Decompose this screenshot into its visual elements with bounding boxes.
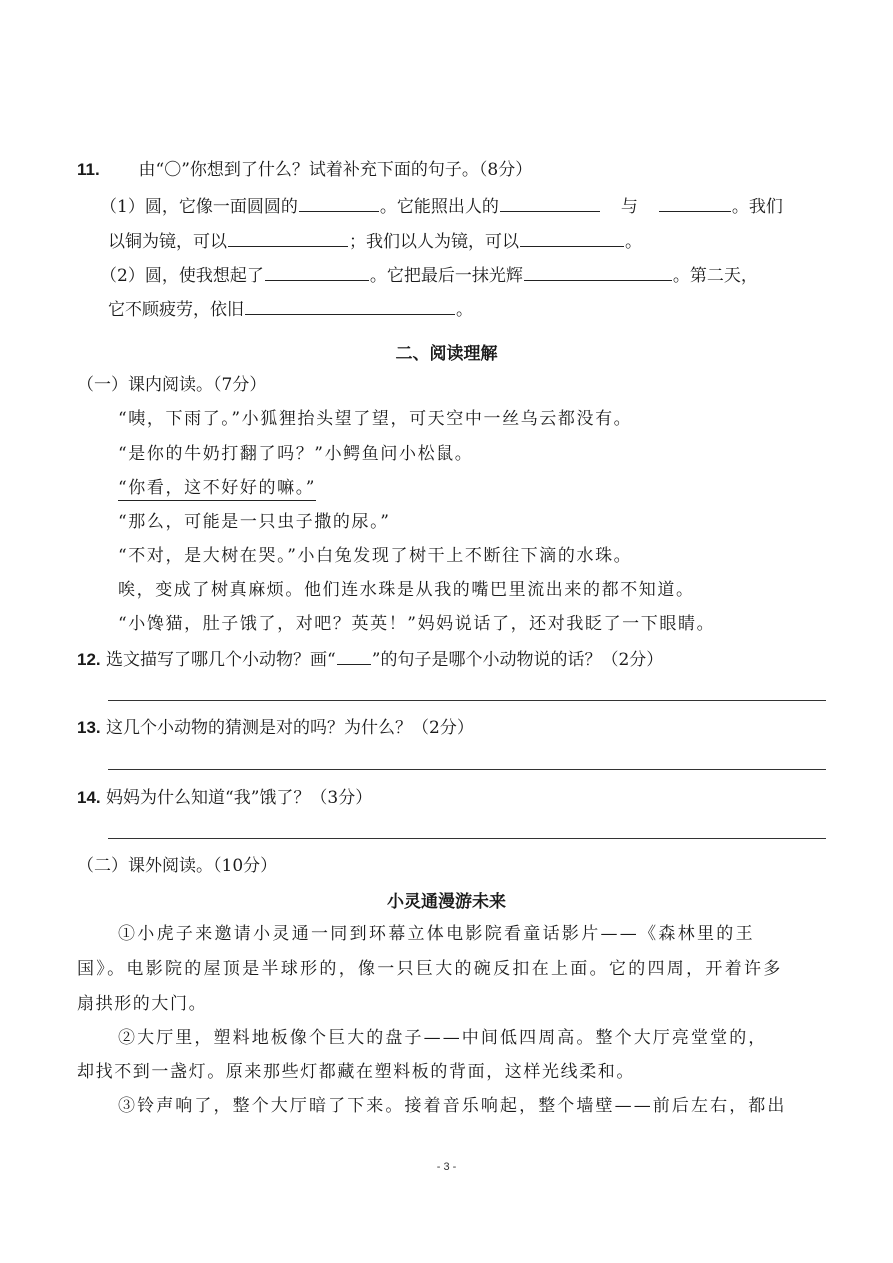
question-text: 妈妈为什么知道“我”饿了？（3分） [106,788,373,808]
question-11-part1-line1 [100,193,783,219]
sentence-fragment: ；我们以人为镜，可以 [349,232,519,252]
sentence-fragment: 。 [625,232,642,252]
question-13 [77,716,474,740]
question-number: 14. [77,788,101,807]
question-text: 这几个小动物的猜测是对的吗？为什么？（2分） [106,718,474,738]
story-title: 小灵通漫游未来 [387,892,506,912]
sentence-fragment: （1）圆，它像一面圆圆的 [100,197,298,217]
fill-blank[interactable] [299,193,379,212]
part1-title: （一）课内阅读。（7分） [77,375,267,395]
underlined-sentence: “你看，这不好好的嘛。” [118,478,316,501]
passage-line: “咦，下雨了。”小狐狸抬头望了望，可天空中一丝乌云都没有。 [118,409,633,429]
passage-line: 唉，变成了树真麻烦。他们连水珠是从我的嘴巴里流出来的都不知道。 [118,580,695,600]
sentence-fragment: 。我们 [731,197,783,217]
sentence-fragment: 以铜为镜，可以 [108,232,227,252]
question-number: 13. [77,718,101,737]
fill-blank[interactable] [245,296,455,315]
question-11-part1-line2 [108,228,642,254]
sentence-fragment: 它不顾疲劳，依旧 [108,300,244,320]
question-number: 12. [77,650,101,669]
question-text: 由“〇”你想到了什么？试着补充下面的句子。（8分） [138,160,533,180]
sentence-fragment: （2）圆，使我想起了 [100,266,264,286]
part2-title: （二）课外阅读。（10分） [77,856,278,876]
fill-blank[interactable] [500,193,600,212]
section-heading: 二、阅读理解 [395,344,498,364]
question-number: 11. [77,160,100,179]
question-11-part2-line1 [100,262,758,288]
fill-blank[interactable] [659,193,731,212]
answer-line[interactable] [108,700,826,701]
fill-blank[interactable] [520,228,624,247]
passage-line: “是你的牛奶打翻了吗？”小鳄鱼问小松鼠。 [118,444,474,464]
question-11-part2-line2 [108,296,473,322]
question-text: 选文描写了哪几个小动物？画“ [106,650,336,670]
fill-blank[interactable] [228,228,348,247]
sentence-fragment: 。第二天， [672,266,758,286]
passage-line: “不对，是大树在哭。”小白兔发现了树干上不断往下滴的水珠。 [118,546,633,566]
passage-line: “那么，可能是一只虫子撒的尿。” [118,512,391,532]
passage-line: “小馋猫，肚子饿了，对吧？英英！”妈妈说话了，还对我眨了一下眼睛。 [118,614,716,634]
fill-blank[interactable] [524,262,672,281]
answer-line[interactable] [108,769,826,770]
question-14 [77,786,372,810]
passage-line: 扇拱形的大门。 [77,994,208,1014]
sentence-fragment: 与 [620,197,638,217]
question-text: ”的句子是哪个小动物说的话？（2分） [371,650,664,670]
passage-line: ③铃声响了，整个大厅暗了下来。接着音乐响起，整个墙壁——前后左右，都出 [118,1096,787,1116]
question-12 [77,646,663,672]
underline-mark [337,646,371,665]
passage-line: 国》。电影院的屋顶是半球形的，像一只巨大的碗反扣在上面。它的四周，开着许多 [77,959,783,979]
page-number: - 3 - [436,1161,457,1173]
sentence-fragment: 。它能照出人的 [379,197,499,217]
question-11-stem [77,158,532,182]
passage-line: 却找不到一盏灯。原来那些灯都藏在塑料板的背面，这样光线柔和。 [77,1062,635,1082]
fill-blank[interactable] [265,262,369,281]
answer-line[interactable] [108,838,826,839]
sentence-fragment: 。它把最后一抹光辉 [369,266,523,286]
sentence-fragment: 。 [456,300,473,320]
passage-line: ①小虎子来邀请小灵通一同到环幕立体电影院看童话影片——《森林里的王 [118,924,755,944]
passage-line: ②大厅里，塑料地板像个巨大的盘子——中间低四周高。整个大厅亮堂堂的， [118,1028,768,1048]
passage-line-underlined [118,476,316,500]
